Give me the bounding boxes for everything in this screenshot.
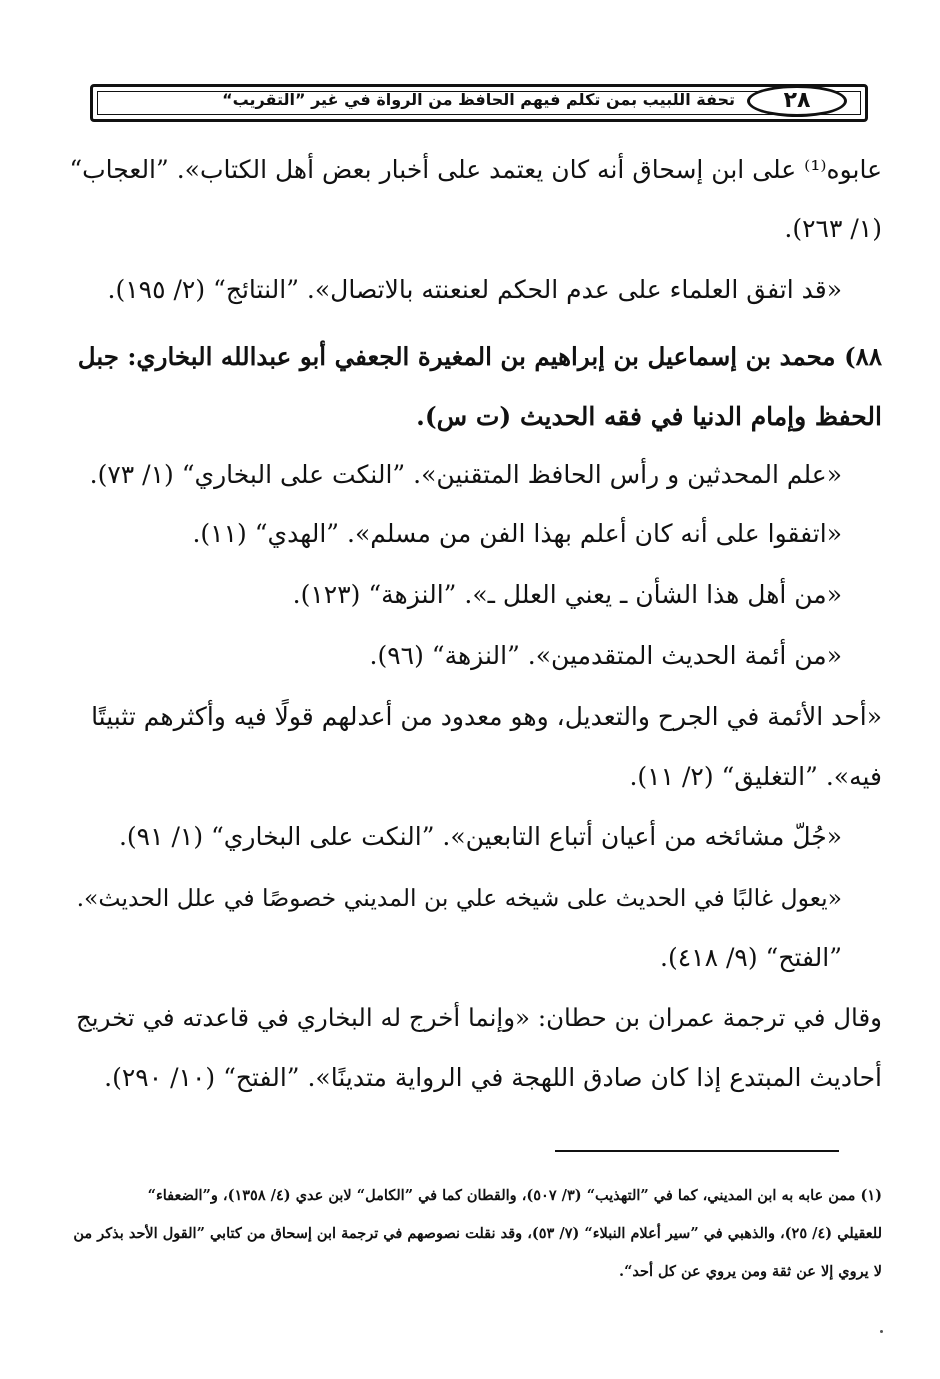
page-number: ٢٨ [747,85,847,117]
footnote-line: للعقيلي (٤/ ٢٥)، والذهبي في ”سير أعلام النبلاء“ (٧/ ٥٣)، وقد نقلت نصوصهم في ترجمة ابن إسحاق من كتابي ”القول الأحد بذكر من [73,1225,882,1242]
body-line: «اتفقوا على أنه كان أعلم بهذا الفن من مسلم». ”الهدي“ (١١). [192,519,842,548]
body-line: «من أئمة الحديث المتقدمين». ”النزهة“ (٩٦). [369,641,842,670]
footnote-separator [555,1150,839,1152]
body-line: «علم المحدثين و رأس الحافظ المتقنين». ”النكت على البخاري“ (١/ ٧٣). [89,460,842,489]
header-title: تحفة اللبيب بمن تكلم فيهم الحافظ من الرواة في غير ”التقريب“ [222,90,735,109]
footnote-line: (١) ممن عابه به ابن المديني، كما في ”التهذيب“ (٣/ ٥٠٧)، والقطان كما في ”الكامل“ لابن عدي (٤/ ١٣٥٨)، و”الضعفاء“ [147,1187,882,1204]
footnote-line: لا يروي إلا عن ثقة ومن يروي عن كل أحد“. [619,1263,882,1280]
body-line: (١/ ٢٦٣). [784,214,882,243]
body-line: ”الفتح“ (٩/ ٤١٨). [660,943,842,972]
entry-heading: الحفظ وإمام الدنيا في فقه الحديث (ت س). [416,402,882,431]
body-line: «أحد الأئمة في الجرح والتعديل، وهو معدود من أعدلهم قولًا فيه وأكثرهم تثبيتًا [91,702,882,731]
body-line: «قد اتفق العلماء على عدم الحكم لعنعنته بالاتصال». ”النتائج“ (٢/ ١٩٥). [107,275,842,304]
entry-heading: ٨٨) محمد بن إسماعيل بن إبراهيم بن المغيرة الجعفي أبو عبدالله البخاري: جبل [77,342,882,371]
body-line: «جُلّ مشائخه من أعيان أتباع التابعين». ”النكت على البخاري“ (١/ ٩١). [118,822,842,851]
body-line: أحاديث المبتدع إذا كان صادق اللهجة في الرواية متدينًا». ”الفتح“ (١٠/ ٢٩٠). [104,1063,882,1092]
running-header [90,84,868,122]
scan-speck [880,1330,883,1333]
body-line: «من أهل هذا الشأن ـ يعني العلل ـ». ”النزهة“ (١٢٣). [292,580,842,609]
body-line: «يعول غالبًا في الحديث على شيخه علي بن المديني خصوصًا في علل الحديث». [76,884,842,912]
body-line: فيه». ”التغليق“ (٢/ ١١). [629,762,882,791]
body-line: وقال في ترجمة عمران بن حطان: «وإنما أخرج له البخاري في قاعدته في تخريج [75,1003,882,1032]
body-line: عابوه⁽¹⁾ على ابن إسحاق أنه كان يعتمد على أخبار بعض أهل الكتاب». ”العجاب“ [69,155,882,184]
